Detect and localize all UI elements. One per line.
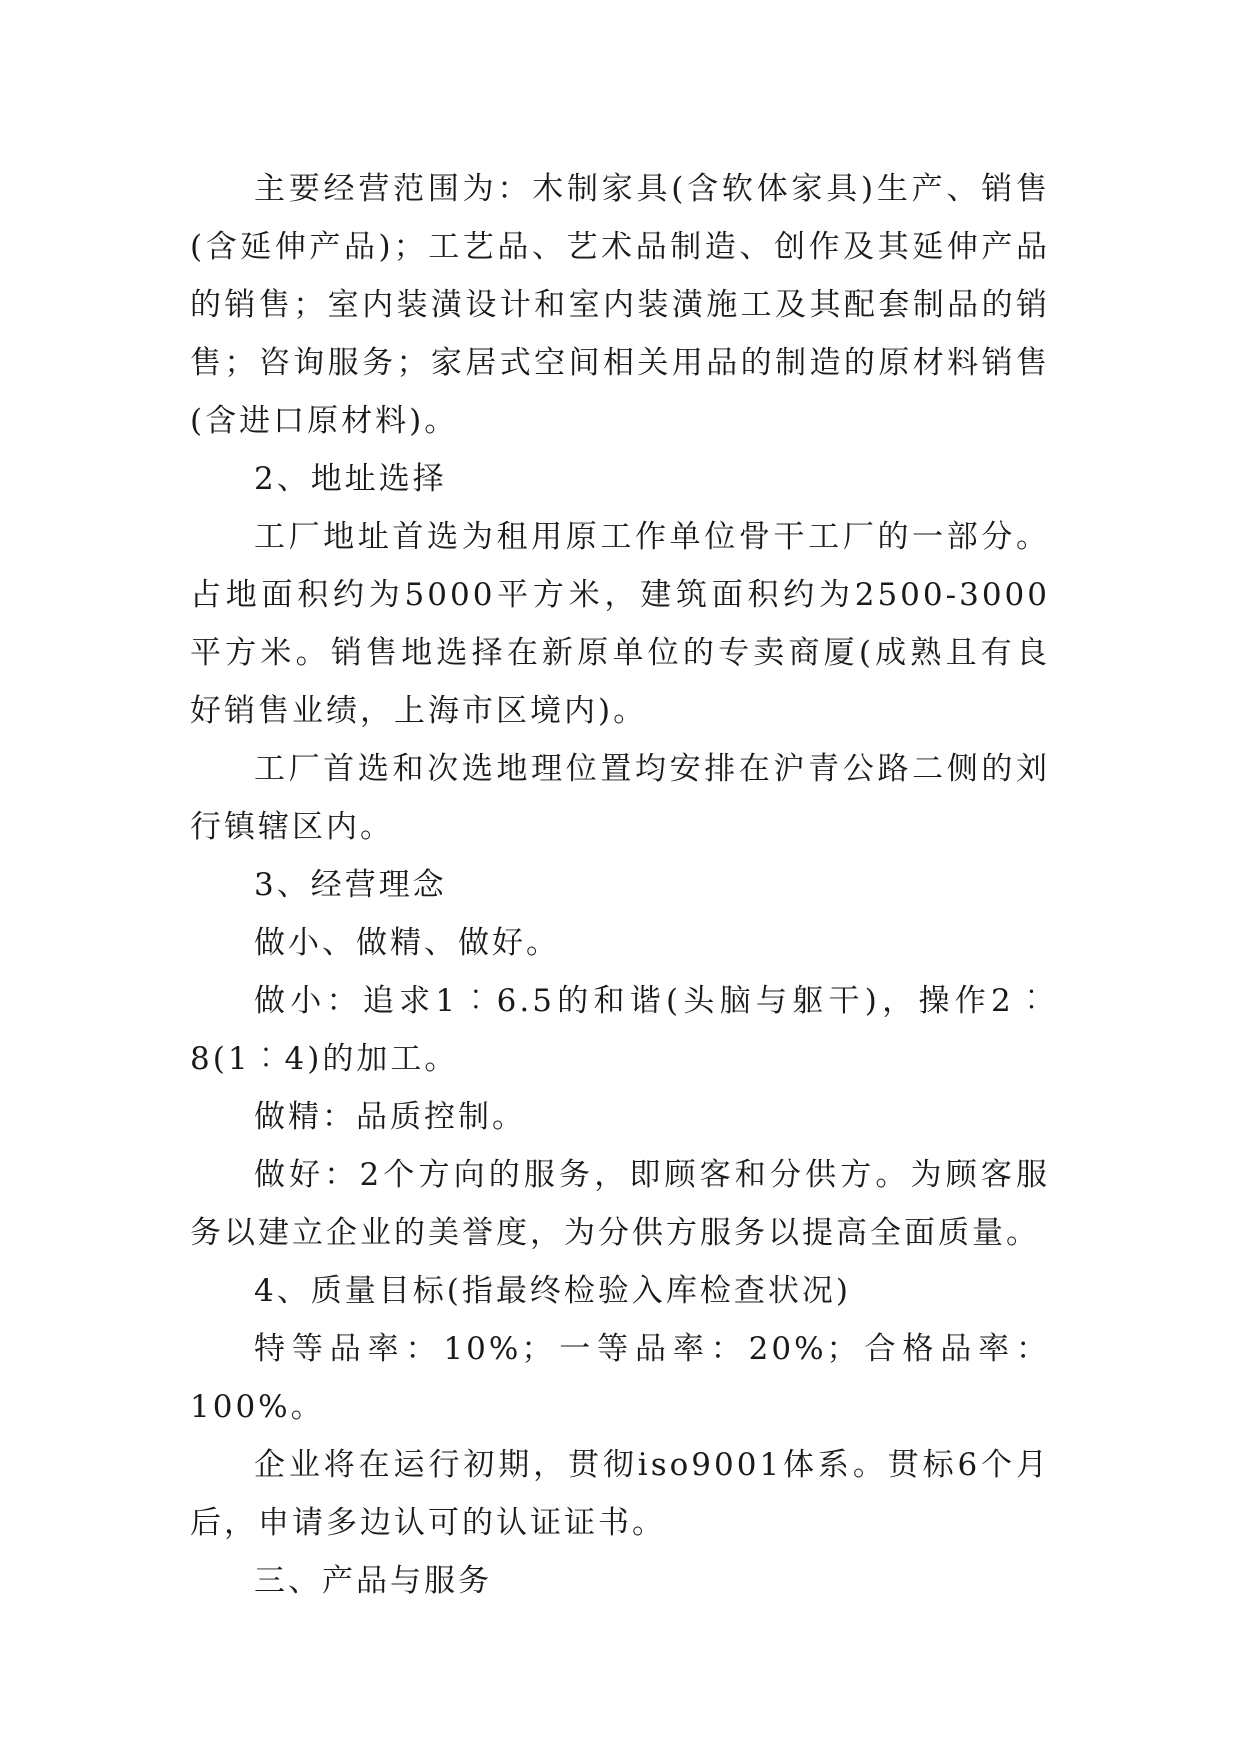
- philosophy-summary: 做小、做精、做好。: [254, 925, 560, 961]
- section-heading-address: 2、地址选择: [254, 461, 447, 497]
- section-heading-quality: 4、质量目标(指最终检验入库检查状况): [254, 1273, 851, 1309]
- section-heading-products: 三、产品与服务: [254, 1563, 492, 1599]
- philosophy-fine: 做精：品质控制。: [254, 1099, 526, 1135]
- factory-location-paragraph: 工厂首选和次选地理位置均安排在沪青公路二侧的刘行镇辖区内。: [190, 751, 1050, 845]
- quality-rates: 特等品率：10%；一等品率：20%；合格品率：100%。: [190, 1331, 1050, 1425]
- iso-certification: 企业将在运行初期，贯彻iso9001体系。贯标6个月后，申请多边认可的认证证书。: [190, 1447, 1050, 1541]
- philosophy-small: 做小：追求1︰6.5的和谐(头脑与躯干)，操作2︰8(1︰4)的加工。: [190, 983, 1050, 1077]
- philosophy-good: 做好：2个方向的服务，即顾客和分供方。为顾客服务以建立企业的美誉度，为分供方服务以提高全面质量。: [190, 1157, 1050, 1251]
- business-scope-paragraph: 主要经营范围为：木制家具(含软体家具)生产、销售(含延伸产品)；工艺品、艺术品制造、创作及其延伸产品的销售；室内装潢设计和室内装潢施工及其配套制品的销售；咨询服务；家居式空间相关用品的制造的原材料销售(含进口原材料)。: [190, 171, 1050, 439]
- factory-address-paragraph: 工厂地址首选为租用原工作单位骨干工厂的一部分。占地面积约为5000平方米，建筑面积约为2500-3000平方米。销售地选择在新原单位的专卖商厦(成熟且有良好销售业绩，上海市区境内)。: [190, 519, 1050, 729]
- section-heading-philosophy: 3、经营理念: [254, 867, 447, 903]
- document-body: [190, 160, 1050, 1610]
